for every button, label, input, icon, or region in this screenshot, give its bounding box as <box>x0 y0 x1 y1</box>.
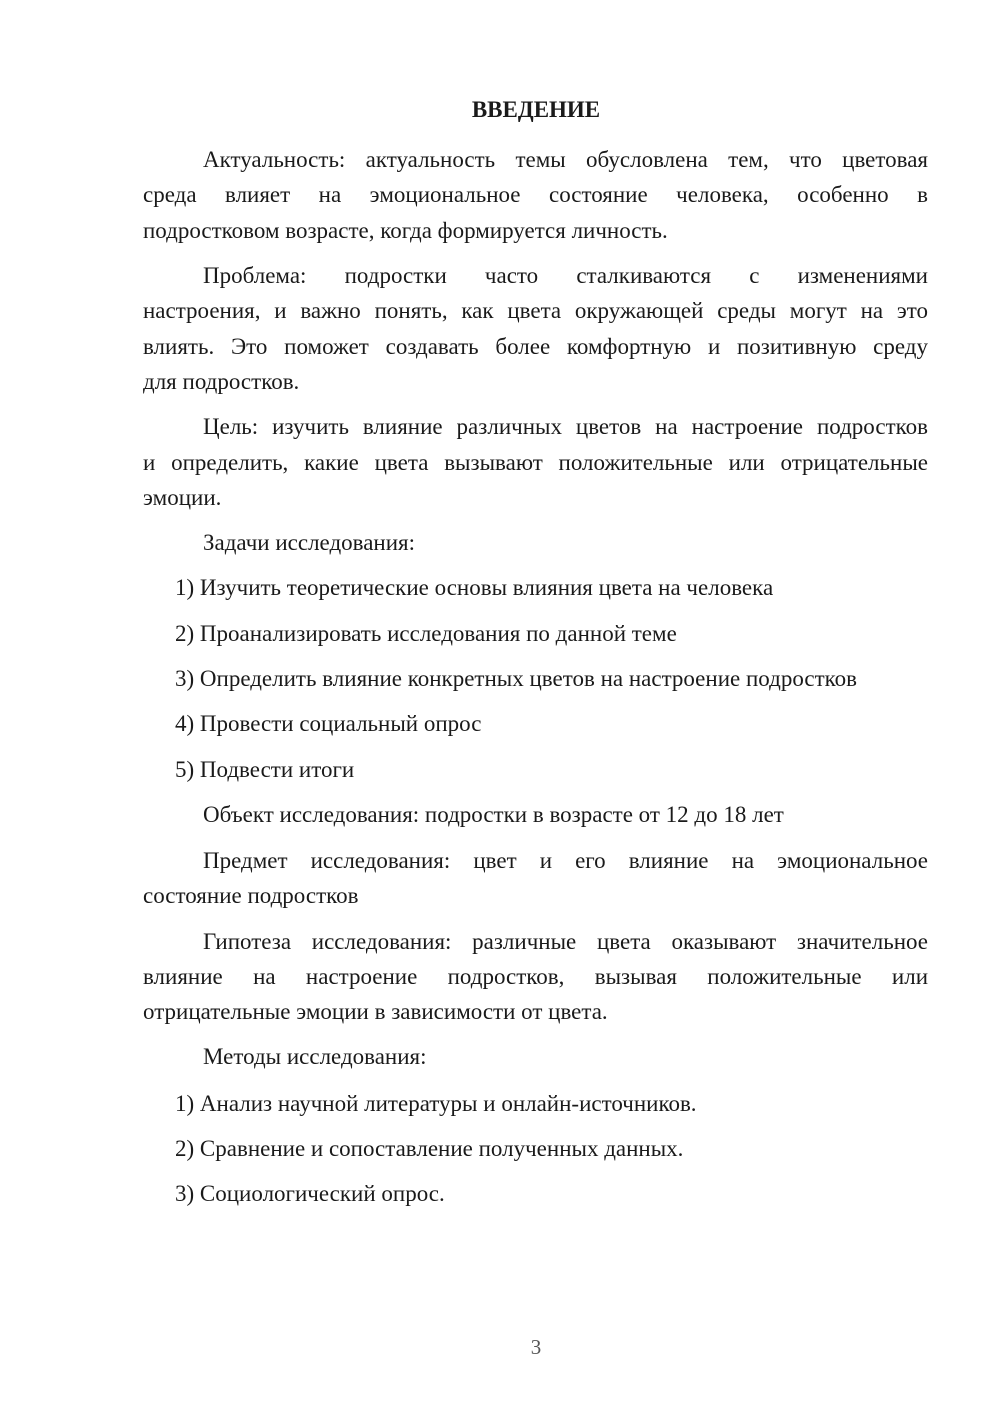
hypothesis-line-2: влияние на настроение подростков, вызывая положительные или <box>143 964 928 989</box>
hypothesis-line-3: отрицательные эмоции в зависимости от цвета. <box>143 999 608 1024</box>
relevance-line-1: Актуальность: актуальность темы обусловлена тем, что цветовая <box>203 147 928 172</box>
problem-line-2: настроения, и важно понять, как цвета окружающей среды могут на это <box>143 298 928 323</box>
task-item-4: 4) Провести социальный опрос <box>175 711 482 736</box>
goal-line-3: эмоции. <box>143 485 222 510</box>
relevance-line-2: среда влияет на эмоциональное состояние человека, особенно в <box>143 182 928 207</box>
relevance-line-3: подростковом возрасте, когда формируется личность. <box>143 218 668 243</box>
page-title: ВВЕДЕНИЕ <box>471 97 601 122</box>
tasks-heading: Задачи исследования: <box>203 530 416 555</box>
hypothesis-line-1: Гипотеза исследования: различные цвета оказывают значительное <box>203 929 928 954</box>
task-item-1: 1) Изучить теоретические основы влияния цвета на человека <box>175 575 774 600</box>
method-item-1: 1) Анализ научной литературы и онлайн-источников. <box>175 1091 697 1116</box>
research-object: Объект исследования: подростки в возрасте от 12 до 18 лет <box>203 802 784 827</box>
goal-line-1: Цель: изучить влияние различных цветов на настроение подростков <box>203 414 928 439</box>
goal-line-2: и определить, какие цвета вызывают положительные или отрицательные <box>143 450 928 475</box>
subject-line-2: состояние подростков <box>143 883 359 908</box>
subject-line-1: Предмет исследования: цвет и его влияние на эмоциональное <box>203 848 928 873</box>
problem-line-1: Проблема: подростки часто сталкиваются с изменениями <box>203 263 928 288</box>
page-number: 3 <box>530 1335 542 1359</box>
problem-line-3: влиять. Это поможет создавать более комфортную и позитивную среду <box>143 334 928 359</box>
problem-line-4: для подростков. <box>143 369 300 394</box>
method-item-2: 2) Сравнение и сопоставление полученных данных. <box>175 1136 684 1161</box>
method-item-3: 3) Социологический опрос. <box>175 1181 445 1206</box>
task-item-5: 5) Подвести итоги <box>175 757 355 782</box>
task-item-2: 2) Проанализировать исследования по данной теме <box>175 621 677 646</box>
task-item-3: 3) Определить влияние конкретных цветов на настроение подростков <box>175 666 858 691</box>
methods-heading: Методы исследования: <box>203 1044 427 1069</box>
